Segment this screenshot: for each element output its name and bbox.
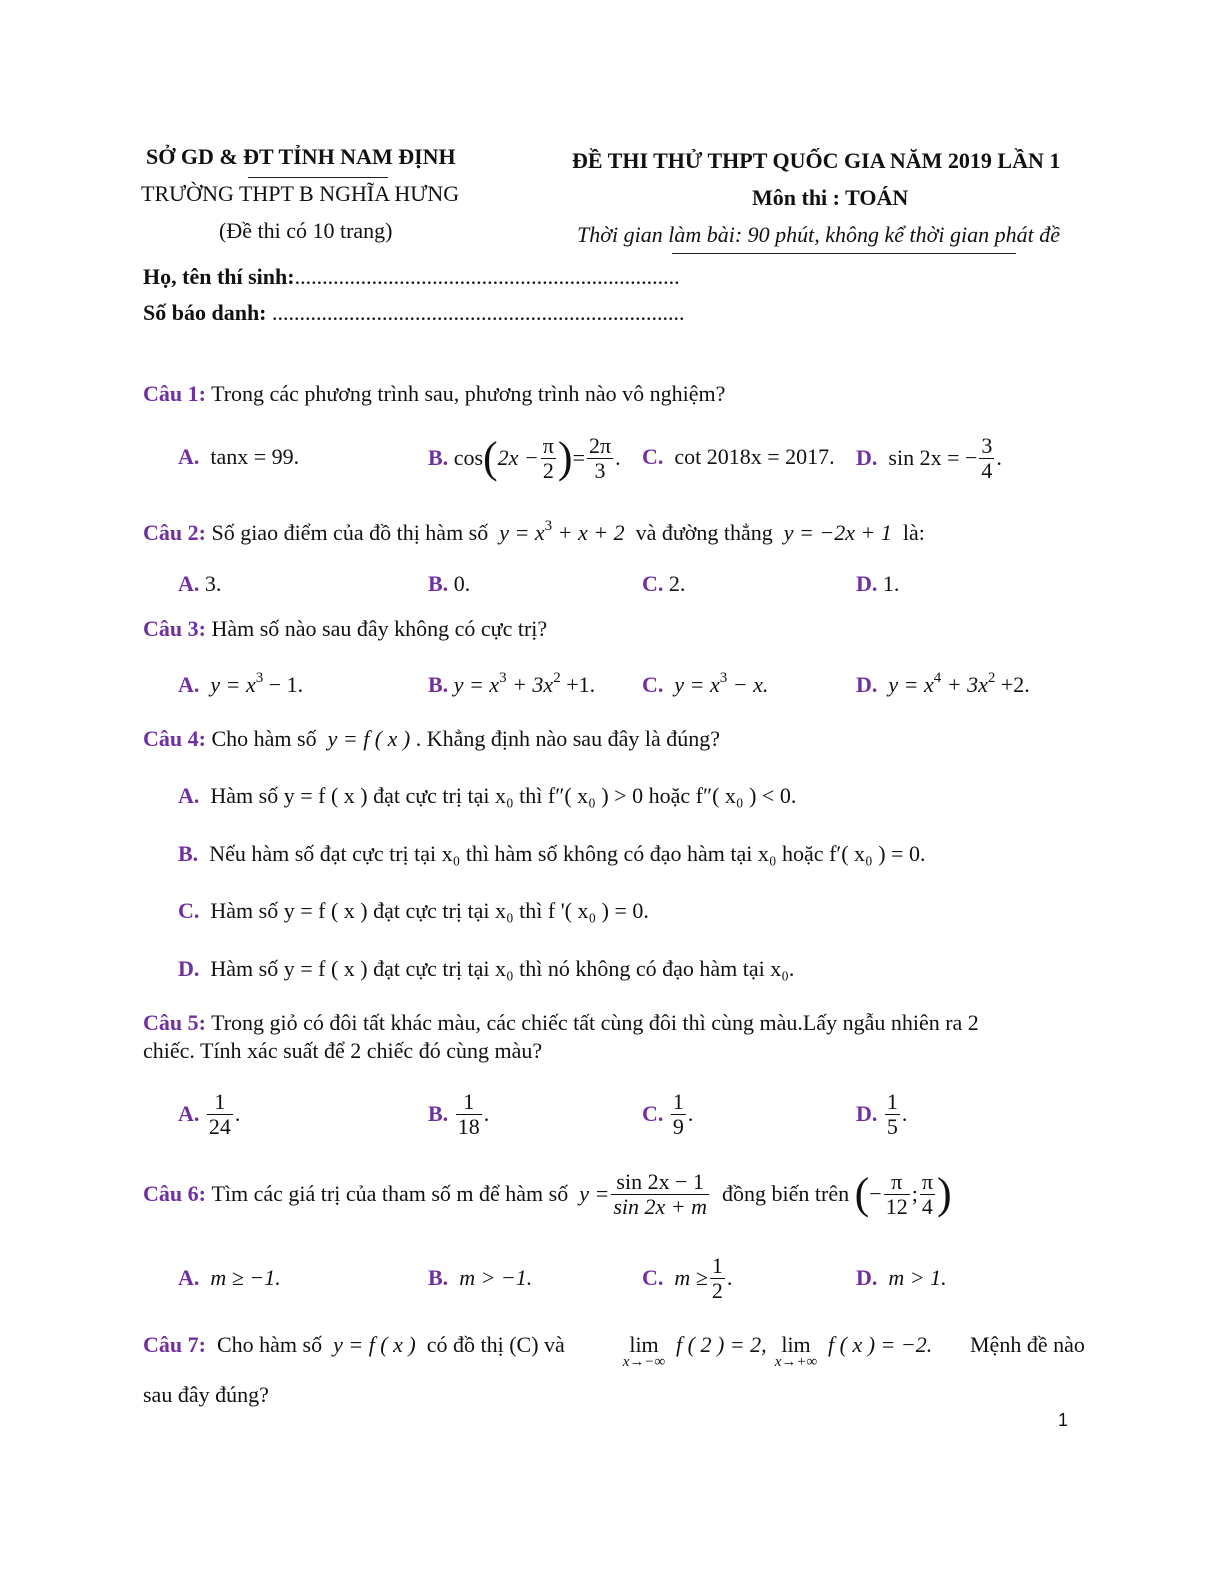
q3-option-c: C. $y = x^3 - x$. xyxy=(642,669,769,697)
q1-option-a: A. tanx = 99. xyxy=(178,444,300,469)
question-2: Câu 2: Số giao điểm của đồ thị hàm số $y = x^3 + x + 2$ và đường thẳng y = −2x + 1 là: xyxy=(143,517,925,545)
question-7: Câu 7: Cho hàm số y = f ( x ) có đồ thị (C) và xyxy=(143,1332,565,1357)
q2-option-b: B. 0. xyxy=(428,571,471,596)
exam-subject: Môn thi : TOÁN xyxy=(752,185,909,210)
dept-name: SỞ GD & ĐT TỈNH NAM ĐỊNH xyxy=(146,144,456,169)
question-6: Câu 6: Tìm các giá trị của tham số m để hàm số y = $\frac{\sin 2x - 1}{\sin 2x + m}$ đồng biến trên ( − $\frac{\pi}{12}$ ; $\frac{\pi}{4}$ ) xyxy=(143,1169,952,1219)
q4-option-b: B. Nếu hàm số đạt cực trị tại x₀ thì hàm số không có đạo hàm tại x₀ hoặc f′( x₀ ) = 0. xyxy=(178,841,926,866)
question-3: Câu 3: Hàm số nào sau đây không có cực trị? xyxy=(143,616,548,641)
q5-option-b: B. $\frac{1}{18}$ . xyxy=(428,1089,490,1139)
exam-time: Thời gian làm bài: 90 phút, không kể thời gian phát đề xyxy=(577,222,1061,247)
page-count: (Đề thi có 10 trang) xyxy=(219,218,393,243)
q1-option-d: D. sin 2x = − $\frac{3}{4}$ . xyxy=(856,433,1002,483)
q6-option-c: C. m ≥ $\frac{1}{2}$ . xyxy=(642,1253,733,1303)
q7-limit-1: lim x→−∞ xyxy=(622,1332,666,1370)
q7-limit-1-value: f ( 2 ) = 2, xyxy=(676,1332,767,1357)
question-7-line-2: sau đây đúng? xyxy=(143,1382,269,1407)
question-5-line-2: chiếc. Tính xác suất để 2 chiếc đó cùng màu? xyxy=(143,1038,543,1063)
q4-option-d: D. Hàm số y = f ( x ) đạt cực trị tại x₀ thì nó không có đạo hàm tại x₀. xyxy=(178,956,795,981)
q3-option-a: A. $y = x^3 - 1$. xyxy=(178,669,304,697)
q2-option-a: A. 3. xyxy=(178,571,222,596)
q7-limit-2: lim x→+∞ xyxy=(774,1332,818,1370)
question-5: Câu 5: Trong giỏ có đôi tất khác màu, các chiếc tất cùng đôi thì cùng màu.Lấy ngẫu nhiên ra 2 xyxy=(143,1010,979,1035)
question-1: Câu 1: Trong các phương trình sau, phương trình nào vô nghiệm? xyxy=(143,381,726,406)
q2-option-d: D. 1. xyxy=(856,571,900,596)
q1-option-c: C. cot 2018x = 2017. xyxy=(642,444,835,469)
exam-title: ĐỀ THI THỬ THPT QUỐC GIA NĂM 2019 LẦN 1 xyxy=(572,148,1061,173)
q3-option-b: B. $y = x^3 + 3x^2 +1$. xyxy=(428,669,596,697)
q3-option-d: D. $y = x^4 + 3x^2 +2$. xyxy=(856,669,1030,697)
time-underline xyxy=(672,253,1016,254)
q5-option-d: D. $\frac{1}{5}$ . xyxy=(856,1089,908,1139)
page-number: 1 xyxy=(1058,1410,1069,1430)
q7-text-end: Mệnh đề nào xyxy=(970,1332,1085,1357)
q6-option-d: D. m > 1. xyxy=(856,1265,947,1290)
q4-option-c: C. Hàm số y = f ( x ) đạt cực trị tại x₀ thì f '( x₀ ) = 0. xyxy=(178,898,649,923)
q7-limit-2-value: f ( x ) = −2. xyxy=(828,1332,933,1357)
candidate-name-line: Họ, tên thí sinh:...................................................................... xyxy=(143,264,680,289)
q2-option-c: C. 2. xyxy=(642,571,686,596)
school-name: TRƯỜNG THPT B NGHĨA HƯNG xyxy=(141,181,460,206)
dept-underline xyxy=(248,177,388,178)
candidate-id-line: Số báo danh: ........................................................................... xyxy=(143,300,685,325)
q6-option-a: A. m ≥ −1. xyxy=(178,1265,281,1290)
q1-option-b: B. cos ( 2x − $\frac{\pi}{2}$ ) = $\frac{2\pi}{3}$ . xyxy=(428,433,621,483)
q6-option-b: B. m > −1. xyxy=(428,1265,533,1290)
question-4: Câu 4: Cho hàm số y = f ( x ) . Khẳng định nào sau đây là đúng? xyxy=(143,726,720,751)
q5-option-a: A. $\frac{1}{24}$ . xyxy=(178,1089,241,1139)
q4-option-a: A. Hàm số y = f ( x ) đạt cực trị tại x₀ thì f″( x₀ ) > 0 hoặc f″( x₀ ) < 0. xyxy=(178,783,797,808)
q5-option-c: C. $\frac{1}{9}$ . xyxy=(642,1089,694,1139)
